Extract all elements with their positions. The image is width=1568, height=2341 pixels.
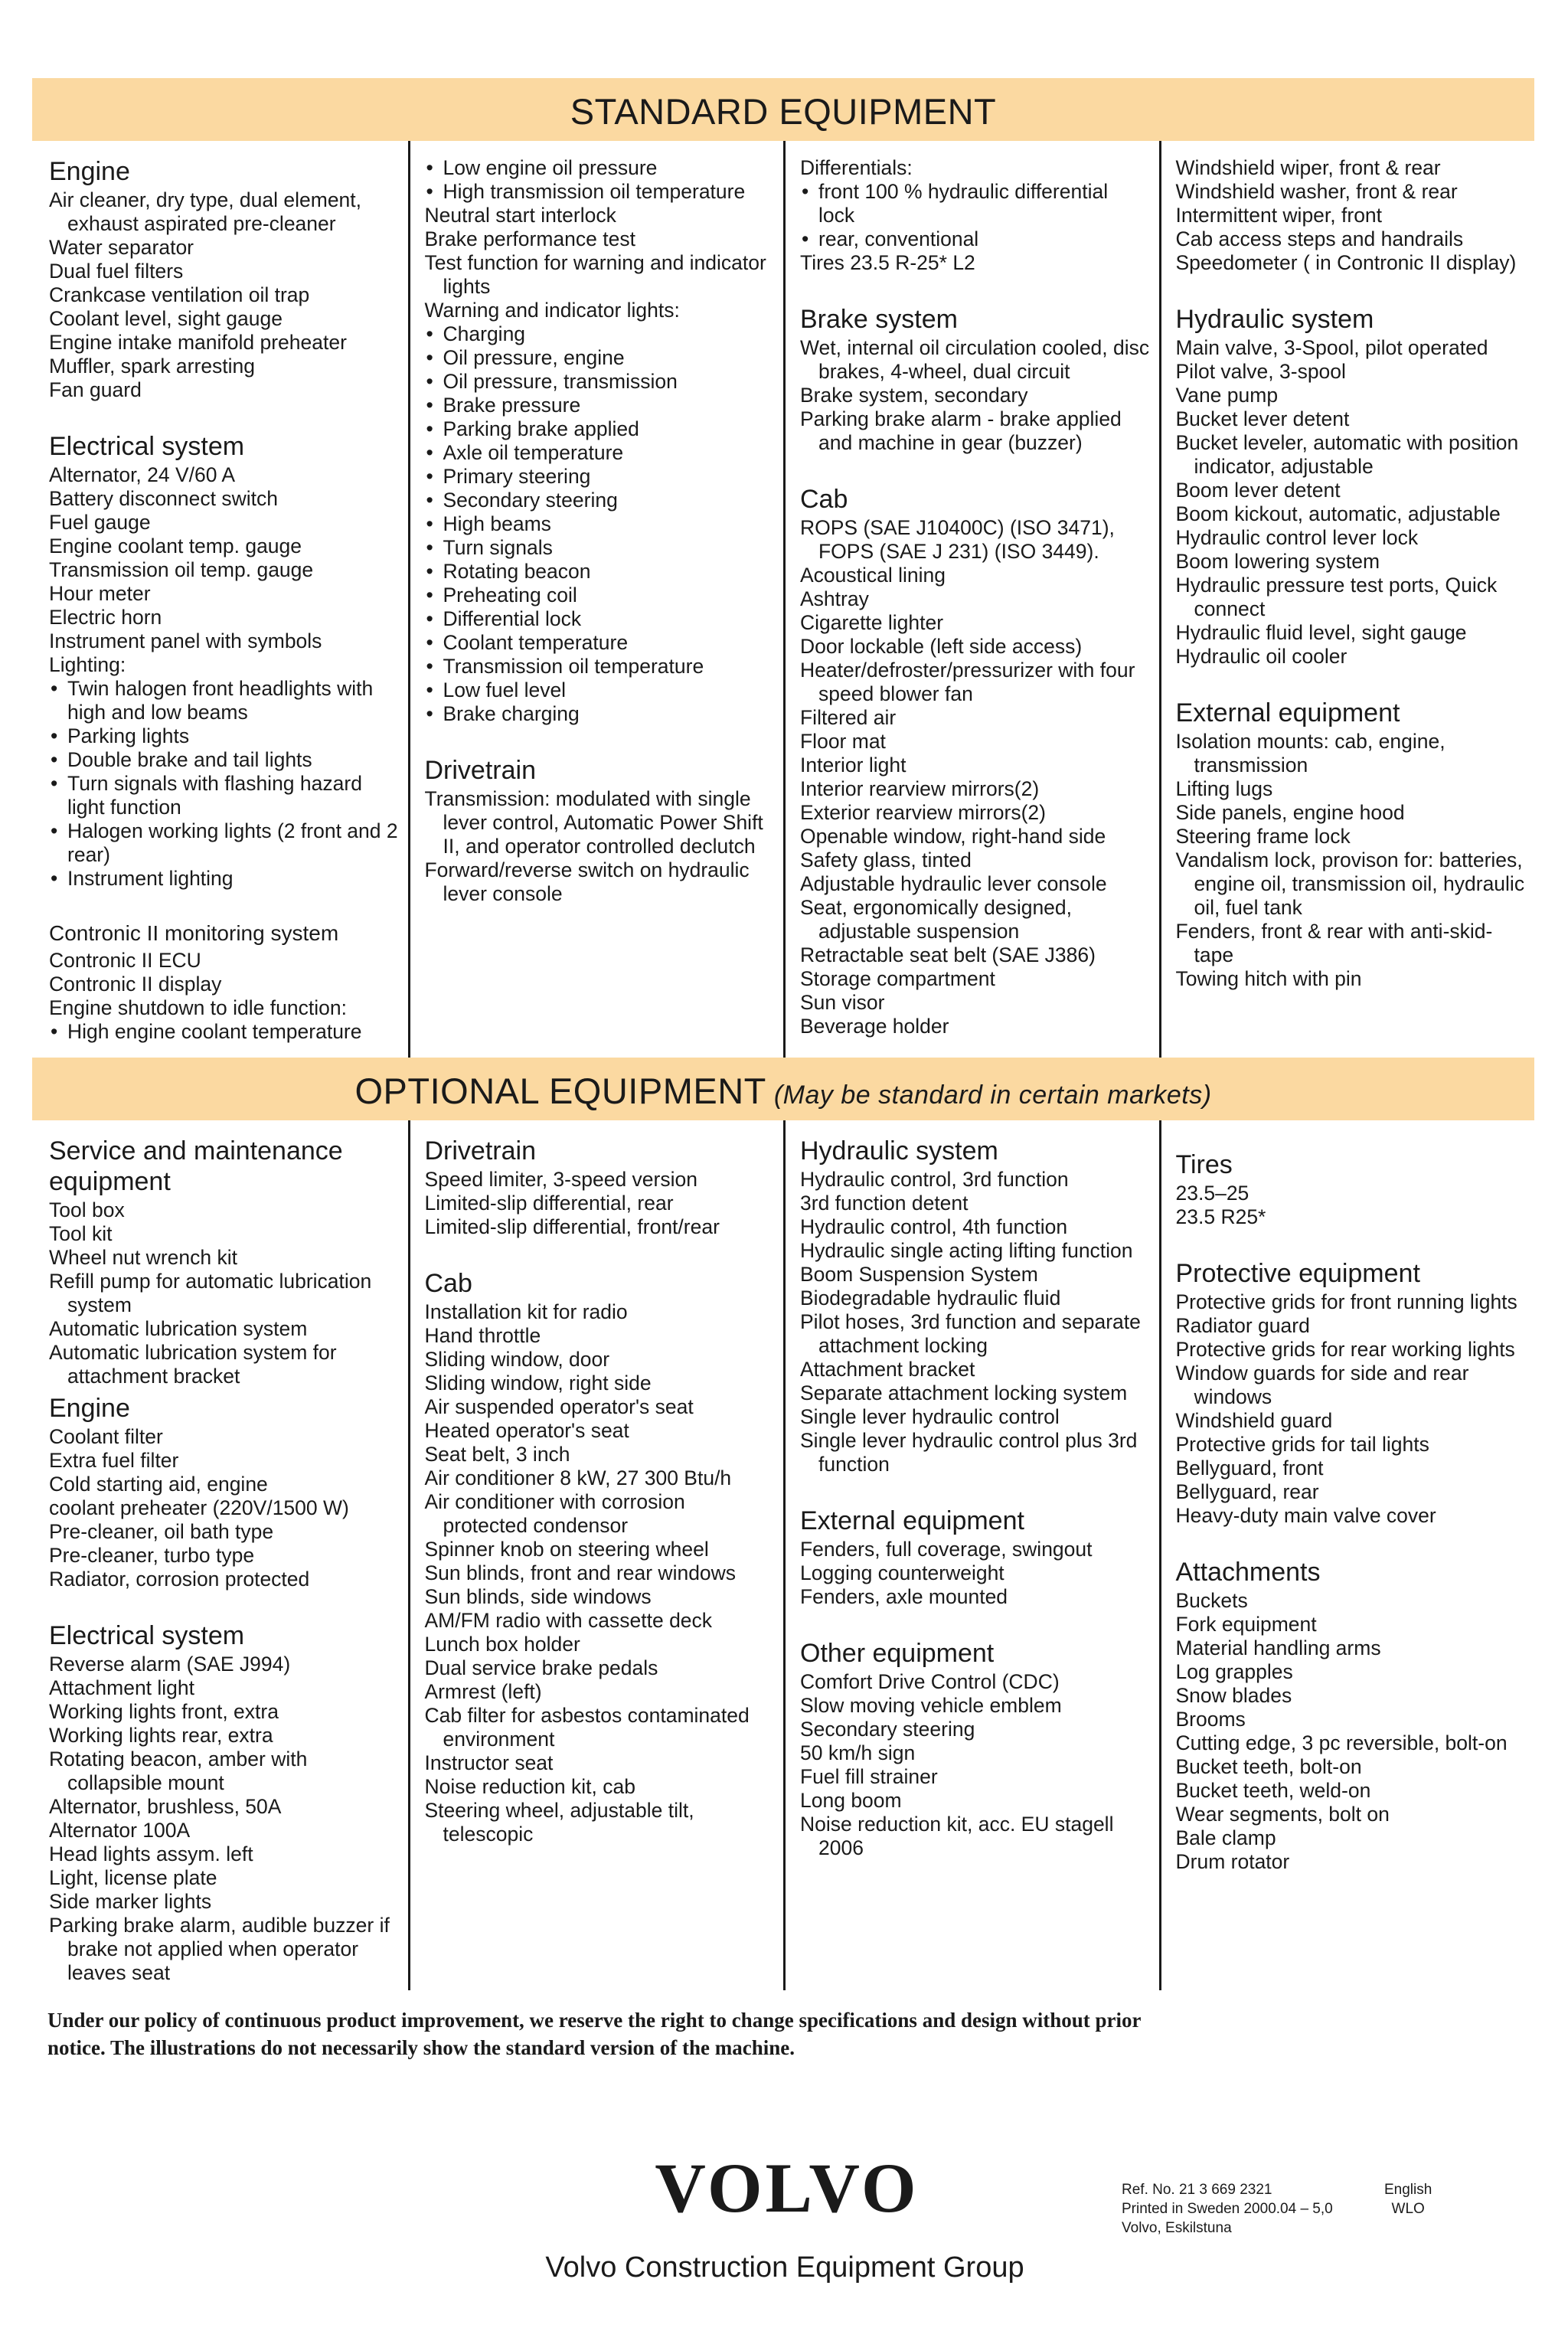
list-item: Wheel nut wrench kit — [49, 1246, 237, 1269]
item-list — [800, 1670, 1150, 1860]
list-item: Alternator, 24 V/60 A — [49, 463, 236, 486]
section-title: Electrical system — [49, 1621, 245, 1650]
list-item: Working lights front, extra — [49, 1700, 279, 1723]
list-item: • High transmission oil temperature — [425, 180, 775, 204]
list-item: • Differential lock — [425, 607, 775, 631]
list-item: Boom lowering system — [1175, 550, 1380, 573]
section-title: External equipment — [800, 1506, 1024, 1535]
list-item: Protective grids for rear working lights — [1175, 1338, 1515, 1361]
item-list — [1176, 336, 1526, 669]
list-item: Hydraulic control, 4th function — [800, 1215, 1068, 1238]
list-item: Windshield wiper, front & rear — [1175, 156, 1441, 179]
list-item: Biodegradable hydraulic fluid — [800, 1287, 1061, 1309]
list-item: Filtered air — [800, 706, 897, 729]
list-item: Hydraulic control, 3rd function — [800, 1168, 1069, 1191]
section-title: Hydraulic system — [800, 1136, 998, 1166]
list-item: Heater/defroster/pressurizer with four speed blower fan — [800, 659, 1135, 705]
list-item: Secondary steering — [800, 1718, 975, 1741]
optional-equipment-banner — [32, 1058, 1534, 1120]
list-item: Speedometer ( in Contronic II display) — [1175, 251, 1517, 274]
list-item: Towing hitch with pin — [1175, 967, 1362, 990]
list-item: Drum rotator — [1175, 1850, 1290, 1873]
standard-column-1 — [32, 141, 408, 1058]
list-item: Windshield washer, front & rear — [1175, 180, 1458, 203]
list-item: Hydraulic oil cooler — [1175, 645, 1348, 668]
item-list — [800, 156, 1150, 275]
list-item: Attachment light — [49, 1676, 195, 1699]
list-item: Single lever hydraulic control plus 3rd function — [800, 1429, 1138, 1476]
list-item: Refill pump for automatic lubrication system — [49, 1270, 372, 1316]
list-item: Storage compartment — [800, 967, 995, 990]
list-item: Slow moving vehicle emblem — [800, 1694, 1062, 1717]
list-item: Battery disconnect switch — [49, 487, 278, 510]
list-item: Cigarette lighter — [800, 611, 944, 634]
list-item: Bucket teeth, weld-on — [1175, 1779, 1371, 1802]
section-title: Tires — [1175, 1150, 1233, 1179]
list-item: Speed limiter, 3-speed version — [424, 1168, 697, 1191]
optional-section — [800, 1136, 1150, 1476]
list-item: Contronic II display — [49, 973, 222, 996]
list-item: Hand throttle — [424, 1324, 541, 1347]
ref-number: Ref. No. 21 3 669 2321 — [1122, 2182, 1272, 2198]
list-item: Limited-slip differential, rear — [424, 1192, 674, 1215]
list-item: Brooms — [1175, 1708, 1246, 1731]
list-item: Material handling arms — [1175, 1636, 1381, 1659]
list-item: • Axle oil temperature — [425, 441, 775, 465]
list-item: Radiator guard — [1175, 1314, 1310, 1337]
list-item: Dual fuel filters — [49, 260, 184, 283]
list-item: Door lockable (left side access) — [800, 635, 1083, 658]
list-item: • Oil pressure, engine — [425, 346, 775, 370]
list-item: Bucket teeth, bolt-on — [1175, 1755, 1362, 1778]
list-item: Air suspended operator's seat — [424, 1395, 694, 1418]
list-item: Engine coolant temp. gauge — [49, 535, 302, 557]
list-item: Bale clamp — [1175, 1826, 1276, 1849]
list-item: Isolation mounts: cab, engine, transmission — [1175, 730, 1446, 777]
standard-section — [49, 431, 399, 891]
print-info: Printed in Sweden 2000.04 – 5,0 — [1122, 2201, 1333, 2217]
language: English — [1384, 2182, 1432, 2198]
standard-section — [800, 156, 1150, 275]
list-item: Seat belt, 3 inch — [424, 1443, 570, 1466]
list-item: Differentials: — [800, 156, 913, 179]
standard-section — [1176, 698, 1526, 991]
list-item: • Instrument lighting — [49, 867, 399, 891]
list-item: Brake performance test — [424, 227, 635, 250]
list-item: Pre-cleaner, turbo type — [49, 1544, 255, 1567]
list-item: 3rd function detent — [800, 1192, 969, 1215]
list-item: Heavy-duty main valve cover — [1175, 1504, 1436, 1527]
list-item: Engine intake manifold preheater — [49, 331, 347, 354]
list-item: Neutral start interlock — [424, 204, 616, 227]
item-list — [49, 949, 399, 1044]
list-item: Parking brake alarm - brake applied and machine in gear (buzzer) — [800, 407, 1122, 454]
standard-equipment-banner — [32, 78, 1534, 141]
list-item: Adjustable hydraulic lever console — [800, 872, 1107, 895]
list-item: Single lever hydraulic control — [800, 1405, 1060, 1428]
list-item: • Parking lights — [49, 724, 399, 748]
item-list — [425, 156, 775, 726]
list-item: Cold starting aid, engine — [49, 1473, 268, 1496]
list-item: • High engine coolant temperature — [49, 1020, 399, 1044]
section-title: Cab — [800, 485, 848, 514]
item-list — [49, 1425, 399, 1591]
section-title: Contronic II monitoring system — [49, 921, 339, 945]
list-item: • Rotating beacon — [425, 560, 775, 584]
list-item: Steering wheel, adjustable tilt, telescopic — [424, 1799, 694, 1846]
wlo-code: WLO — [1391, 2201, 1425, 2217]
list-item: Lighting: — [49, 653, 126, 676]
list-item: Fenders, front & rear with anti-skid-tape — [1175, 920, 1493, 966]
volvo-logo-text: VOLVO — [655, 2158, 920, 2221]
list-item: Wear segments, bolt on — [1175, 1803, 1390, 1826]
standard-section — [49, 156, 399, 402]
list-item: Interior light — [800, 754, 906, 777]
list-item: Contronic II ECU — [49, 949, 201, 972]
list-item: Sun visor — [800, 991, 885, 1014]
list-item: Cab access steps and handrails — [1175, 227, 1464, 250]
list-item: Alternator, brushless, 50A — [49, 1795, 282, 1818]
list-item: Coolant level, sight gauge — [49, 307, 283, 330]
list-item: Air conditioner 8 kW, 27 300 Btu/h — [424, 1466, 732, 1489]
list-item: Dual service brake pedals — [424, 1656, 658, 1679]
optional-section — [1176, 1149, 1526, 1229]
list-item: • Low fuel level — [425, 678, 775, 702]
list-item: Light, license plate — [49, 1866, 217, 1889]
list-item: Bellyguard, front — [1175, 1457, 1324, 1479]
section-title: Other equipment — [800, 1639, 995, 1668]
list-item: Extra fuel filter — [49, 1449, 179, 1472]
list-item: • Oil pressure, transmission — [425, 370, 775, 394]
section-title: Electrical system — [49, 432, 245, 461]
list-item: Sliding window, door — [424, 1348, 610, 1371]
list-item: Spinner knob on steering wheel — [424, 1538, 709, 1561]
list-item: Protective grids for front running lights — [1175, 1290, 1517, 1313]
list-item: coolant preheater (220V/1500 W) — [49, 1496, 349, 1519]
item-list — [1176, 156, 1526, 275]
list-item: • Turn signals with flashing hazard light function — [49, 772, 399, 819]
disclaimer-text: Under our policy of continuous product improvement, we reserve the right to change specifications and design without prior notice. The illustrations do not necessarily show the standard version of the machine. — [47, 2009, 1142, 2059]
reference-info — [1122, 2180, 1333, 2238]
list-item: Crankcase ventilation oil trap — [49, 283, 310, 306]
item-list — [49, 463, 399, 891]
list-item: Electric horn — [49, 606, 162, 629]
item-list — [800, 1538, 1150, 1609]
list-item: Hydraulic fluid level, sight gauge — [1175, 621, 1467, 644]
list-item: Cab filter for asbestos contaminated environment — [424, 1704, 750, 1751]
list-item: Engine shutdown to idle function: — [49, 996, 347, 1019]
item-list — [425, 787, 775, 906]
list-item: Bellyguard, rear — [1175, 1480, 1319, 1503]
list-item: 23.5–25 — [1175, 1182, 1250, 1205]
list-item: Vandalism lock, provison for: batteries, engine oil, transmission oil, hydraulic oil, fuel tank — [1175, 848, 1525, 919]
list-item: • rear, conventional — [800, 227, 1150, 251]
list-item: Test function for warning and indicator lights — [424, 251, 766, 298]
list-item: Alternator 100A — [49, 1819, 191, 1842]
list-item: Attachment bracket — [800, 1358, 975, 1381]
list-item: Lunch box holder — [424, 1633, 580, 1656]
list-item: Acoustical lining — [800, 564, 946, 587]
list-item: Wet, internal oil circulation cooled, disc brakes, 4-wheel, dual circuit — [800, 336, 1150, 383]
list-item: • Brake charging — [425, 702, 775, 726]
list-item: Comfort Drive Control (CDC) — [800, 1670, 1060, 1693]
list-item: Separate attachment locking system — [800, 1381, 1128, 1404]
list-item: Coolant filter — [49, 1425, 163, 1448]
list-item: Head lights assym. left — [49, 1842, 253, 1865]
standard-section — [800, 304, 1150, 455]
list-item: Fan guard — [49, 378, 142, 401]
list-item: Main valve, 3-Spool, pilot operated — [1175, 336, 1488, 359]
standard-column-2 — [408, 141, 784, 1058]
section-title: External equipment — [1175, 698, 1400, 727]
standard-equipment-title: STANDARD EQUIPMENT — [570, 91, 997, 132]
list-item: Exterior rearview mirrors(2) — [800, 801, 1046, 824]
list-item: • Double brake and tail lights — [49, 748, 399, 772]
list-item: Buckets — [1175, 1589, 1248, 1612]
list-item: 23.5 R25* — [1175, 1205, 1266, 1228]
list-item: • Parking brake applied — [425, 417, 775, 441]
standard-section — [1176, 304, 1526, 669]
list-item: Beverage holder — [800, 1015, 949, 1038]
standard-section — [1176, 156, 1526, 275]
list-item: Floor mat — [800, 730, 886, 753]
optional-section — [425, 1136, 775, 1239]
list-item: Parking brake alarm, audible buzzer if brake not applied when operator leaves seat — [49, 1914, 390, 1984]
list-item: Boom Suspension System — [800, 1263, 1038, 1286]
optional-section — [425, 1268, 775, 1846]
section-title: Engine — [49, 1394, 130, 1423]
list-item: Automatic lubrication system — [49, 1317, 308, 1340]
list-item: Retractable seat belt (SAE J386) — [800, 943, 1096, 966]
list-item: Pilot valve, 3-spool — [1175, 360, 1346, 383]
list-item: • Brake pressure — [425, 394, 775, 417]
optional-section — [800, 1638, 1150, 1860]
list-item: Lifting lugs — [1175, 777, 1273, 800]
section-title: Drivetrain — [424, 1136, 536, 1166]
optional-equipment-heading — [32, 1070, 1534, 1112]
list-item: Window guards for side and rear windows — [1175, 1362, 1469, 1408]
list-item: Sun blinds, front and rear windows — [424, 1561, 737, 1584]
list-item: Safety glass, tinted — [800, 848, 972, 871]
standard-section — [800, 484, 1150, 1038]
item-list — [800, 336, 1150, 455]
item-list — [49, 1653, 399, 1985]
list-item: Pilot hoses, 3rd function and separate attachment locking — [800, 1310, 1141, 1357]
list-item: • Secondary steering — [425, 489, 775, 512]
item-list — [800, 1168, 1150, 1476]
list-item: Protective grids for tail lights — [1175, 1433, 1429, 1456]
optional-equipment-title: OPTIONAL EQUIPMENT — [354, 1071, 766, 1111]
standard-section — [425, 156, 775, 726]
list-item: Rotating beacon, amber with collapsible mount — [49, 1748, 308, 1794]
list-item: Fork equipment — [1175, 1613, 1317, 1636]
optional-column-3 — [783, 1120, 1159, 1990]
section-title: Attachments — [1175, 1558, 1321, 1587]
volvo-logo — [620, 2158, 954, 2221]
list-item: Hydraulic control lever lock — [1175, 526, 1419, 549]
list-item: Sun blinds, side windows — [424, 1585, 652, 1608]
list-item: • front 100 % hydraulic differential lock — [800, 180, 1150, 227]
list-item: Bucket leveler, automatic with position indicator, adjustable — [1175, 431, 1519, 478]
list-item: Air conditioner with corrosion protected condensor — [424, 1490, 685, 1537]
optional-section — [49, 1620, 399, 1985]
list-item: Heated operator's seat — [424, 1419, 629, 1442]
list-item: Pre-cleaner, oil bath type — [49, 1520, 274, 1543]
list-item: Warning and indicator lights: — [424, 299, 680, 322]
list-item: • Low engine oil pressure — [425, 156, 775, 180]
list-item: Side marker lights — [49, 1890, 212, 1913]
list-item: Noise reduction kit, acc. EU stagell 2006 — [800, 1813, 1114, 1859]
optional-column-2 — [408, 1120, 784, 1990]
optional-section — [800, 1506, 1150, 1609]
standard-column-4 — [1159, 141, 1535, 1058]
item-list — [49, 188, 399, 402]
list-item: Logging counterweight — [800, 1561, 1004, 1584]
list-item: Tool kit — [49, 1222, 113, 1245]
section-title: Service and maintenance equipment — [49, 1136, 343, 1196]
list-item: • Primary steering — [425, 465, 775, 489]
list-item: Muffler, spark arresting — [49, 355, 256, 378]
list-item: Noise reduction kit, cab — [424, 1775, 635, 1798]
optional-column-1 — [32, 1120, 408, 1990]
list-item: AM/FM radio with cassette deck — [424, 1609, 713, 1632]
list-item: Air cleaner, dry type, dual element, exhaust aspirated pre-cleaner — [49, 188, 362, 235]
list-item: Fuel gauge — [49, 511, 151, 534]
standard-equipment-columns — [32, 141, 1534, 1058]
list-item: Windshield guard — [1175, 1409, 1333, 1432]
list-item: Ashtray — [800, 587, 869, 610]
list-item: Sliding window, right side — [424, 1372, 652, 1394]
item-list — [425, 1300, 775, 1846]
section-title: Protective equipment — [1175, 1259, 1420, 1288]
item-list — [1176, 1290, 1526, 1528]
list-item: Log grapples — [1175, 1660, 1293, 1683]
section-title: Cab — [424, 1269, 472, 1298]
list-item: Instructor seat — [424, 1751, 554, 1774]
list-item: Snow blades — [1175, 1684, 1292, 1707]
list-item: Boom kickout, automatic, adjustable — [1175, 502, 1501, 525]
list-item: Transmission: modulated with single lever control, Automatic Power Shift II, and operator controlled declutch — [424, 787, 763, 858]
item-list — [49, 1198, 399, 1388]
list-item: • High beams — [425, 512, 775, 536]
list-item: Automatic lubrication system for attachment bracket — [49, 1341, 337, 1388]
optional-section — [49, 1393, 399, 1591]
list-item: • Charging — [425, 322, 775, 346]
list-item: Brake system, secondary — [800, 384, 1028, 407]
list-item: Interior rearview mirrors(2) — [800, 777, 1040, 800]
section-title: Engine — [49, 157, 130, 186]
list-item: Reverse alarm (SAE J994) — [49, 1653, 291, 1676]
list-item: • Preheating coil — [425, 584, 775, 607]
list-item: Long boom — [800, 1789, 902, 1812]
list-item: Tires 23.5 R-25* L2 — [800, 251, 975, 274]
list-item: • Turn signals — [425, 536, 775, 560]
optional-equipment-subtitle: (May be standard in certain markets) — [773, 1081, 1212, 1110]
list-item: Boom lever detent — [1175, 479, 1341, 502]
group-name: Volvo Construction Equipment Group — [545, 2251, 1024, 2284]
list-item: • Transmission oil temperature — [425, 655, 775, 678]
standard-section — [49, 920, 399, 1044]
item-list — [1176, 730, 1526, 991]
optional-section — [1176, 1258, 1526, 1528]
list-item: 50 km/h sign — [800, 1741, 916, 1764]
list-item: Working lights rear, extra — [49, 1724, 273, 1747]
optional-equipment-columns — [32, 1120, 1534, 1990]
optional-section — [1176, 1557, 1526, 1874]
item-list — [800, 516, 1150, 1038]
standard-column-3 — [783, 141, 1159, 1058]
list-item: Limited-slip differential, front/rear — [424, 1215, 720, 1238]
list-item: Instrument panel with symbols — [49, 629, 322, 652]
list-item: Vane pump — [1175, 384, 1279, 407]
list-item: Fuel fill strainer — [800, 1765, 938, 1788]
optional-column-4 — [1159, 1120, 1535, 1990]
list-item: • Twin halogen front headlights with high and low beams — [49, 677, 399, 724]
list-item: Cutting edge, 3 pc reversible, bolt-on — [1175, 1731, 1508, 1754]
item-list — [425, 1168, 775, 1239]
item-list — [1176, 1182, 1526, 1229]
list-item: Seat, ergonomically designed, adjustable suspension — [800, 896, 1073, 943]
section-title: Brake system — [800, 305, 958, 334]
list-item: Hour meter — [49, 582, 151, 605]
list-item: Hydraulic single acting lifting function — [800, 1239, 1133, 1262]
list-item: Hydraulic pressure test ports, Quick connect — [1175, 574, 1498, 620]
list-item: Installation kit for radio — [424, 1300, 628, 1323]
section-title: Drivetrain — [424, 756, 536, 785]
list-item: • Halogen working lights (2 front and 2 rear) — [49, 819, 399, 867]
list-item: Openable window, right-hand side — [800, 825, 1106, 848]
language-info — [1384, 2180, 1432, 2218]
list-item: Steering frame lock — [1175, 825, 1351, 848]
list-item: Tool box — [49, 1198, 125, 1221]
section-title: Hydraulic system — [1175, 305, 1374, 334]
list-item: Fenders, axle mounted — [800, 1585, 1008, 1608]
print-location: Volvo, Eskilstuna — [1122, 2220, 1232, 2236]
standard-section — [425, 755, 775, 906]
list-item: Bucket lever detent — [1175, 407, 1350, 430]
list-item: Radiator, corrosion protected — [49, 1568, 310, 1591]
list-item: Fenders, full coverage, swingout — [800, 1538, 1093, 1561]
list-item: Water separator — [49, 236, 194, 259]
list-item: Armrest (left) — [424, 1680, 542, 1703]
list-item: ROPS (SAE J10400C) (ISO 3471), FOPS (SAE J 231) (ISO 3449). — [800, 516, 1115, 563]
optional-section — [49, 1136, 399, 1388]
list-item: Transmission oil temp. gauge — [49, 558, 314, 581]
list-item: Forward/reverse switch on hydraulic lever console — [424, 858, 750, 905]
item-list — [1176, 1589, 1526, 1874]
list-item: Intermittent wiper, front — [1175, 204, 1383, 227]
list-item: • Coolant temperature — [425, 631, 775, 655]
list-item: Side panels, engine hood — [1175, 801, 1405, 824]
